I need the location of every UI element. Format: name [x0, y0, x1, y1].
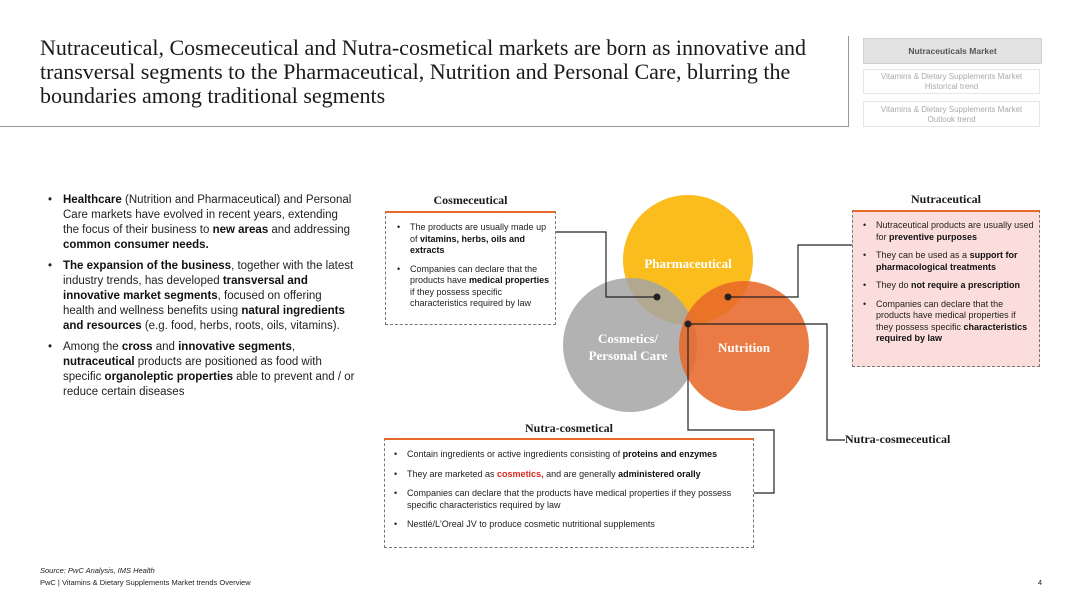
nutraceutical-box — [852, 210, 1040, 367]
nutraceutical-title: Nutraceutical — [911, 192, 981, 206]
source-note: Source: PwC Analysis, IMS Health — [40, 566, 155, 575]
nav-outlook-trend-line1: Vitamins & Dietary Supplements Market — [880, 105, 1023, 114]
nutraceutical-bullet: • Nutraceutical products are usually used for preventive purposes — [860, 220, 1035, 243]
cosmetics-label — [572, 330, 684, 364]
nutrition-label: Nutrition — [718, 340, 770, 355]
nutra-cosmetical-title: Nutra-cosmetical — [525, 421, 613, 435]
connector-dot — [685, 321, 692, 328]
cosmeceutical-bullet: • Companies can declare that the products have medical properties if they possess specific characteristics required by law — [394, 264, 551, 310]
nutra-cosmetical-bullet: • Nestlé/L'Oreal JV to produce cosmetic nutritional supplements — [391, 519, 745, 531]
nutra-cosmetical-box — [384, 438, 754, 548]
cosmeceutical-box — [385, 211, 556, 325]
nav-historical-trend-line1: Vitamins & Dietary Supplements Market — [880, 72, 1023, 81]
nutra-cosmeceutical-label: Nutra-cosmeceutical — [845, 432, 951, 446]
page-title: Nutraceutical, Cosmeceutical and Nutra-cosmetical markets are born as innovative and transversal segments to the Pharmaceutical, Nutrition and Personal Care, blurring the boundaries among traditional segments — [40, 35, 807, 108]
cosmeceutical-title: Cosmeceutical — [433, 193, 508, 207]
nutraceutical-bullet: • Companies can declare that the products have medical properties if they possess specific characteristics required by law — [860, 299, 1035, 345]
nutraceutical-bullet: • They can be used as a support for pharmacological treatments — [860, 250, 1035, 273]
nav-historical-trend-line2: Historical trend — [924, 82, 979, 91]
nutra-cosmetical-bullet: • They are marketed as cosmetics, and are generally administered orally — [391, 469, 745, 481]
intro-bullet: • The expansion of the business, together with the latest industry trends, has developed transversal and innovative market segments, focused on offering health and wellness benefits using natural ingredients and resources (e.g. food, herbs, roots, oils, vitamins). — [46, 259, 356, 334]
nutra-cosmetical-bullet: • Companies can declare that the products have medical properties if they possess specific characteristics required by law — [391, 488, 745, 511]
intro-bullet: • Healthcare (Nutrition and Pharmaceutical) and Personal Care markets have evolved in recent years, extending the focus of their business to new areas and addressing common consumer needs. — [46, 193, 356, 253]
cosmeceutical-bullet: • The products are usually made up of vitamins, herbs, oils and extracts — [394, 222, 551, 257]
cosmetics-label-line1: Cosmetics/ — [598, 331, 658, 346]
intro-bullet: • Among the cross and innovative segments, nutraceutical products are positioned as food with specific organoleptic properties able to prevent and / or reduce certain diseases — [46, 340, 356, 400]
pharmaceutical-label: Pharmaceutical — [644, 256, 732, 271]
connector-dot — [654, 294, 661, 301]
cosmetics-label-line2: Personal Care — [588, 348, 668, 363]
page-number: 4 — [1037, 578, 1042, 587]
connector-dot — [725, 294, 732, 301]
nutra-cosmetical-bullet: • Contain ingredients or active ingredients consisting of proteins and enzymes — [391, 449, 745, 461]
nutraceutical-bullet: • They do not require a prescription — [860, 280, 1035, 292]
footer-company: PwC | Vitamins & Dietary Supplements Market trends Overview — [40, 578, 251, 587]
nav-nutraceuticals-market[interactable]: Nutraceuticals Market — [863, 38, 1042, 64]
nav-outlook-trend-line2: Outlook trend — [927, 115, 976, 124]
